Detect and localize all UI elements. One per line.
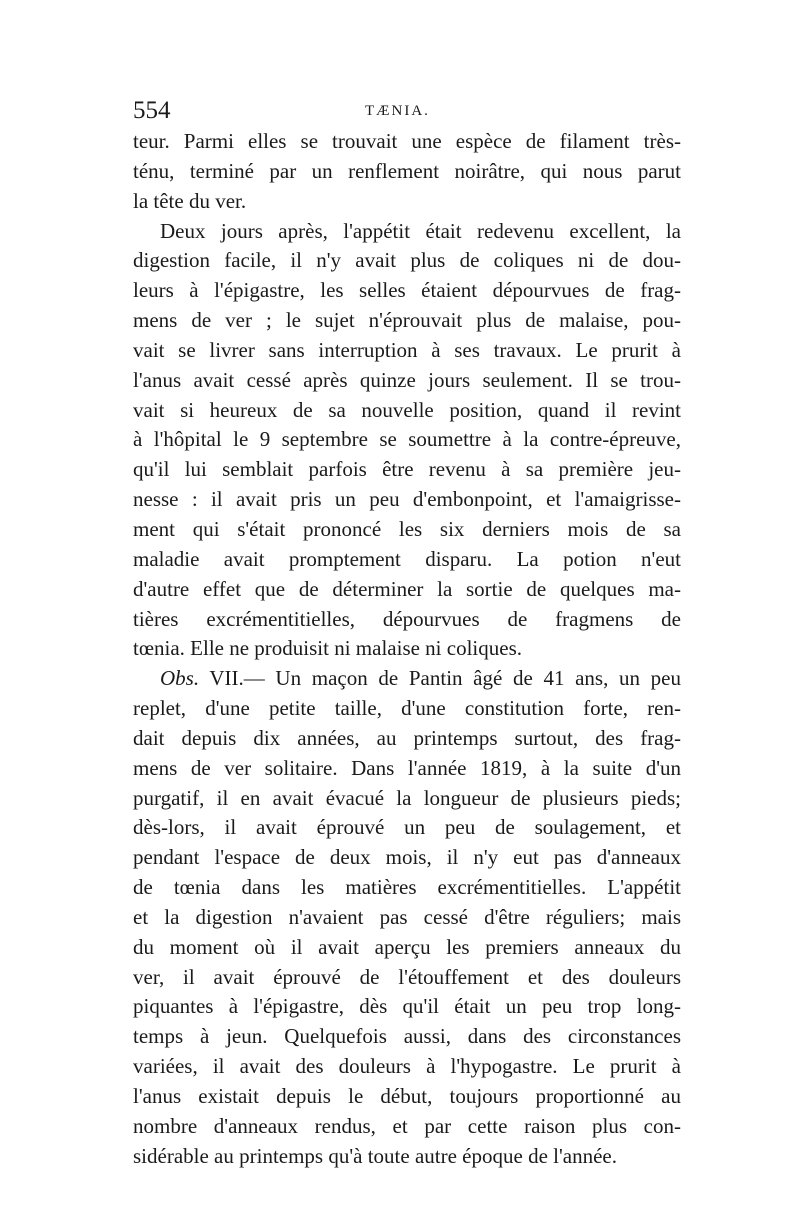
text-line: variées, il avait des douleurs à l'hypogastre. Le prurit à xyxy=(133,1054,681,1079)
text-line: nombre d'anneaux rendus, et par cette raison plus con- xyxy=(133,1113,681,1138)
text-line: vait se livrer sans interruption à ses travaux. Le prurit à xyxy=(133,337,681,362)
text-line: mens de ver ; le sujet n'éprouvait plus de malaise, pou- xyxy=(133,308,681,333)
text-line: temps à jeun. Quelquefois aussi, dans des circonstances xyxy=(133,1024,681,1049)
text-line: teur. Parmi elles se trouvait une espèce de filament très- xyxy=(133,129,681,153)
text-line: de tœnia dans les matières excrémentitielles. L'appétit xyxy=(133,875,681,900)
text-line: dès-lors, il avait éprouvé un peu de soulagement, et xyxy=(133,815,681,840)
text-line: maladie avait promptement disparu. La potion n'eut xyxy=(133,546,681,571)
text-line: leurs à l'épigastre, les selles étaient dépourvues de frag- xyxy=(133,278,681,303)
text-line: à l'hôpital le 9 septembre se soumettre à la contre-épreuve, xyxy=(133,427,681,452)
text-line: vait si heureux de sa nouvelle position, quand il revint xyxy=(133,397,681,422)
observation-abbrev: Obs. xyxy=(160,666,200,691)
text-line: pendant l'espace de deux mois, il n'y eut pas d'anneaux xyxy=(133,845,681,870)
text-line: digestion facile, il n'y avait plus de coliques ni de dou- xyxy=(133,248,681,273)
text-line: dait depuis dix années, au printemps surtout, des frag- xyxy=(133,725,681,750)
text-line: purgatif, il en avait évacué la longueur de plusieurs pieds; xyxy=(133,785,681,810)
text-line: nesse : il avait pris un peu d'embonpoint, et l'amaigrisse- xyxy=(133,487,681,512)
text-line: la tête du ver. xyxy=(133,188,247,213)
text-line: piquantes à l'épigastre, dès qu'il était un peu trop long- xyxy=(133,994,681,1019)
page-number: 554 xyxy=(133,97,171,124)
text-line: ténu, terminé par un renflement noirâtre, qui nous parut xyxy=(133,158,681,183)
text-line: Deux jours après, l'appétit était redevenu excellent, la xyxy=(160,218,681,243)
text-line: ver, il avait éprouvé de l'étouffement et des douleurs xyxy=(133,964,681,989)
text-line: tières excrémentitielles, dépourvues de fragmens de xyxy=(133,606,681,631)
running-title: TÆNIA. xyxy=(365,103,430,119)
text-line: sidérable au printemps qu'à toute autre époque de l'année. xyxy=(133,1143,617,1168)
text-line: et la digestion n'avaient pas cessé d'être réguliers; mais xyxy=(133,904,681,929)
text-line: l'anus existait depuis le début, toujours proportionné au xyxy=(133,1084,681,1108)
page-header xyxy=(133,95,681,127)
text-line: Obs. VII.— Un maçon de Pantin âgé de 41 ans, un peu xyxy=(160,666,681,691)
text-line: du moment où il avait aperçu les premiers anneaux du xyxy=(133,934,681,959)
text-line: qu'il lui semblait parfois être revenu à sa première jeu- xyxy=(133,457,681,482)
text-line: d'autre effet que de déterminer la sortie de quelques ma- xyxy=(133,576,681,601)
body-text xyxy=(133,127,681,1172)
text-line: tœnia. Elle ne produisit ni malaise ni coliques. xyxy=(133,636,523,661)
text-line: ment qui s'était prononcé les six derniers mois de sa xyxy=(133,516,681,541)
text-line: replet, d'une petite taille, d'une constitution forte, ren- xyxy=(133,696,681,721)
text-line: mens de ver solitaire. Dans l'année 1819, à la suite d'un xyxy=(133,755,681,780)
text-line: l'anus avait cessé après quinze jours seulement. Il se trou- xyxy=(133,367,681,392)
